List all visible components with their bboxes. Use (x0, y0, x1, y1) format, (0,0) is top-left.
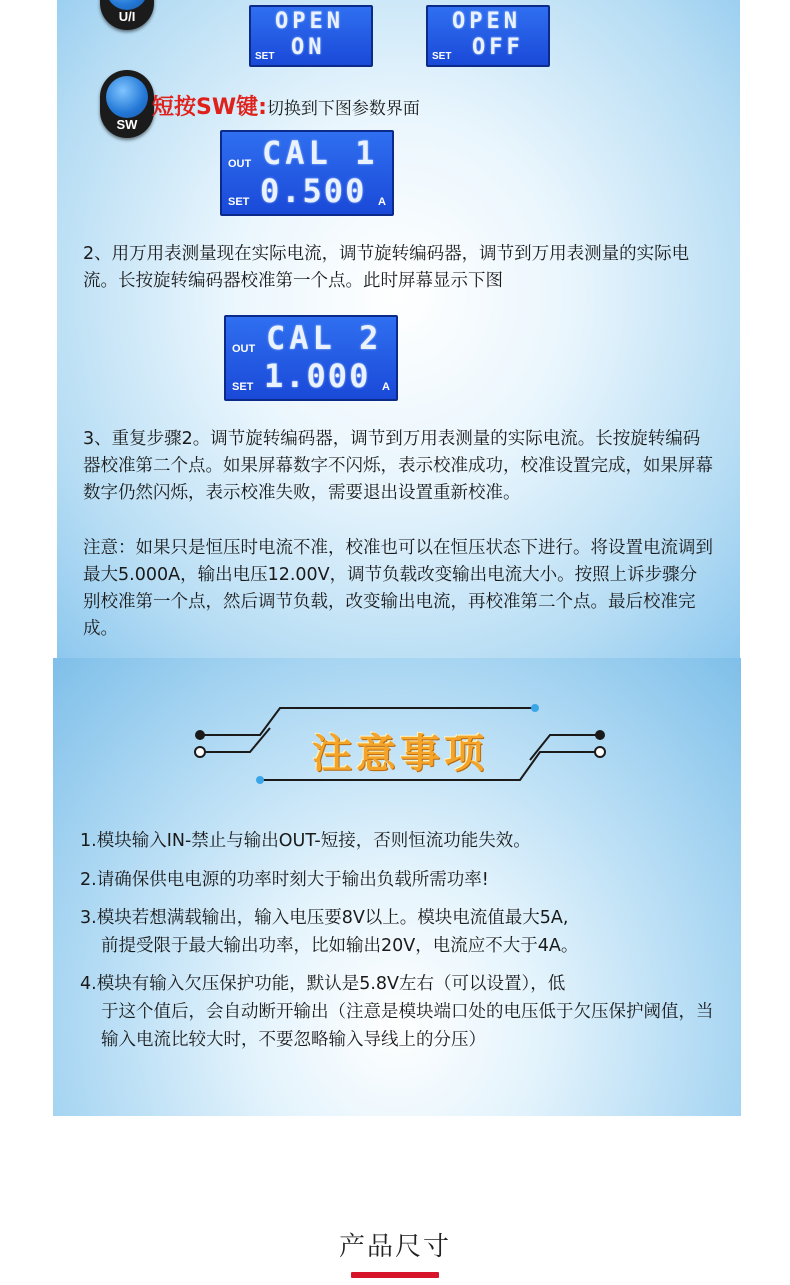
lcd-cal1 (220, 130, 394, 216)
lcd-cal2 (224, 315, 398, 401)
note-item-continuation: 前提受限于最大输出功率，比如输出20V，电流应不大于4A。 (101, 936, 579, 956)
lcd-set-label: SET (432, 51, 452, 62)
lcd-bottom-text: OFF (472, 35, 524, 60)
knob-cap (106, 76, 148, 118)
sw-instruction (152, 90, 420, 121)
lcd-out-label: OUT (232, 343, 256, 355)
lcd-top-text: CAL 2 (266, 319, 383, 357)
lcd-bottom-text: ON (291, 35, 326, 60)
sw-knob-icon (100, 70, 154, 138)
note-item-2 (80, 866, 720, 894)
sw-instruction-highlight: 短按SW键: (152, 95, 267, 120)
sw-knob-label: SW (116, 117, 138, 132)
lcd-value: 0.500 (260, 172, 367, 210)
lcd-top-text: OPEN (275, 9, 344, 34)
ui-knob-label: U/I (118, 9, 136, 24)
notes-heading: 注意事项 (312, 731, 488, 777)
lcd-out-label: OUT (228, 158, 252, 170)
lcd-top-text: OPEN (452, 9, 521, 34)
note-item-text: 4.模块有输入欠压保护功能，默认是5.8V左右（可以设置），低 (80, 974, 566, 994)
lcd-set-label: SET (255, 51, 275, 62)
note-item-1 (80, 827, 720, 855)
note-text: 注意：如果只是恒压时电流不准，校准也可以在恒压状态下进行。将设置电流调到最大5.000A，输出电压12.00V，调节负载改变输出电流大小。按照上诉步骤分别校准第一个点，然后调节负载，改变输出电流，再校准第二个点。最后校准完成。 (83, 538, 713, 639)
note-item-3 (80, 904, 720, 960)
lcd-top-text: CAL 1 (262, 134, 379, 172)
lcd-unit: A (382, 381, 390, 393)
section-title-product-size: 产品尺寸 (338, 1232, 451, 1262)
note-item-4 (80, 970, 720, 1054)
title-underline-bar (351, 1272, 439, 1278)
step-3-text: 3、重复步骤2。调节旋转编码器，调节到万用表测量的实际电流。长按旋转编码器校准第二个点。如果屏幕数字不闪烁，表示校准成功，校准设置完成，如果屏幕数字仍然闪烁，表示校准失败，需要退出设置重新校准。 (83, 429, 713, 503)
lcd-set-label: SET (228, 196, 250, 208)
lcd-set-label: SET (232, 381, 254, 393)
lcd-open-off (426, 5, 550, 67)
note-item-text: 1.模块输入IN-禁止与输出OUT-短接，否则恒流功能失效。 (80, 831, 531, 851)
lcd-value: 1.000 (264, 357, 371, 395)
sw-instruction-text: 切换到下图参数界面 (266, 99, 420, 119)
note-item-text: 2.请确保供电电源的功率时刻大于输出负载所需功率! (80, 870, 489, 890)
note-item-text: 3.模块若想满载输出，输入电压要8V以上。模块电流值最大5A, (80, 908, 569, 928)
note-item-continuation: 于这个值后，会自动断开输出（注意是模块端口处的电压低于欠压保护阈值，当输入电流比较大时，不要忽略输入导线上的分压） (101, 1002, 714, 1050)
lcd-unit: A (378, 196, 386, 208)
step-2-text: 2、用万用表测量现在实际电流，调节旋转编码器，调节到万用表测量的实际电流。长按旋转编码器校准第一个点。此时屏幕显示下图 (83, 244, 690, 291)
lcd-open-on (249, 5, 373, 67)
